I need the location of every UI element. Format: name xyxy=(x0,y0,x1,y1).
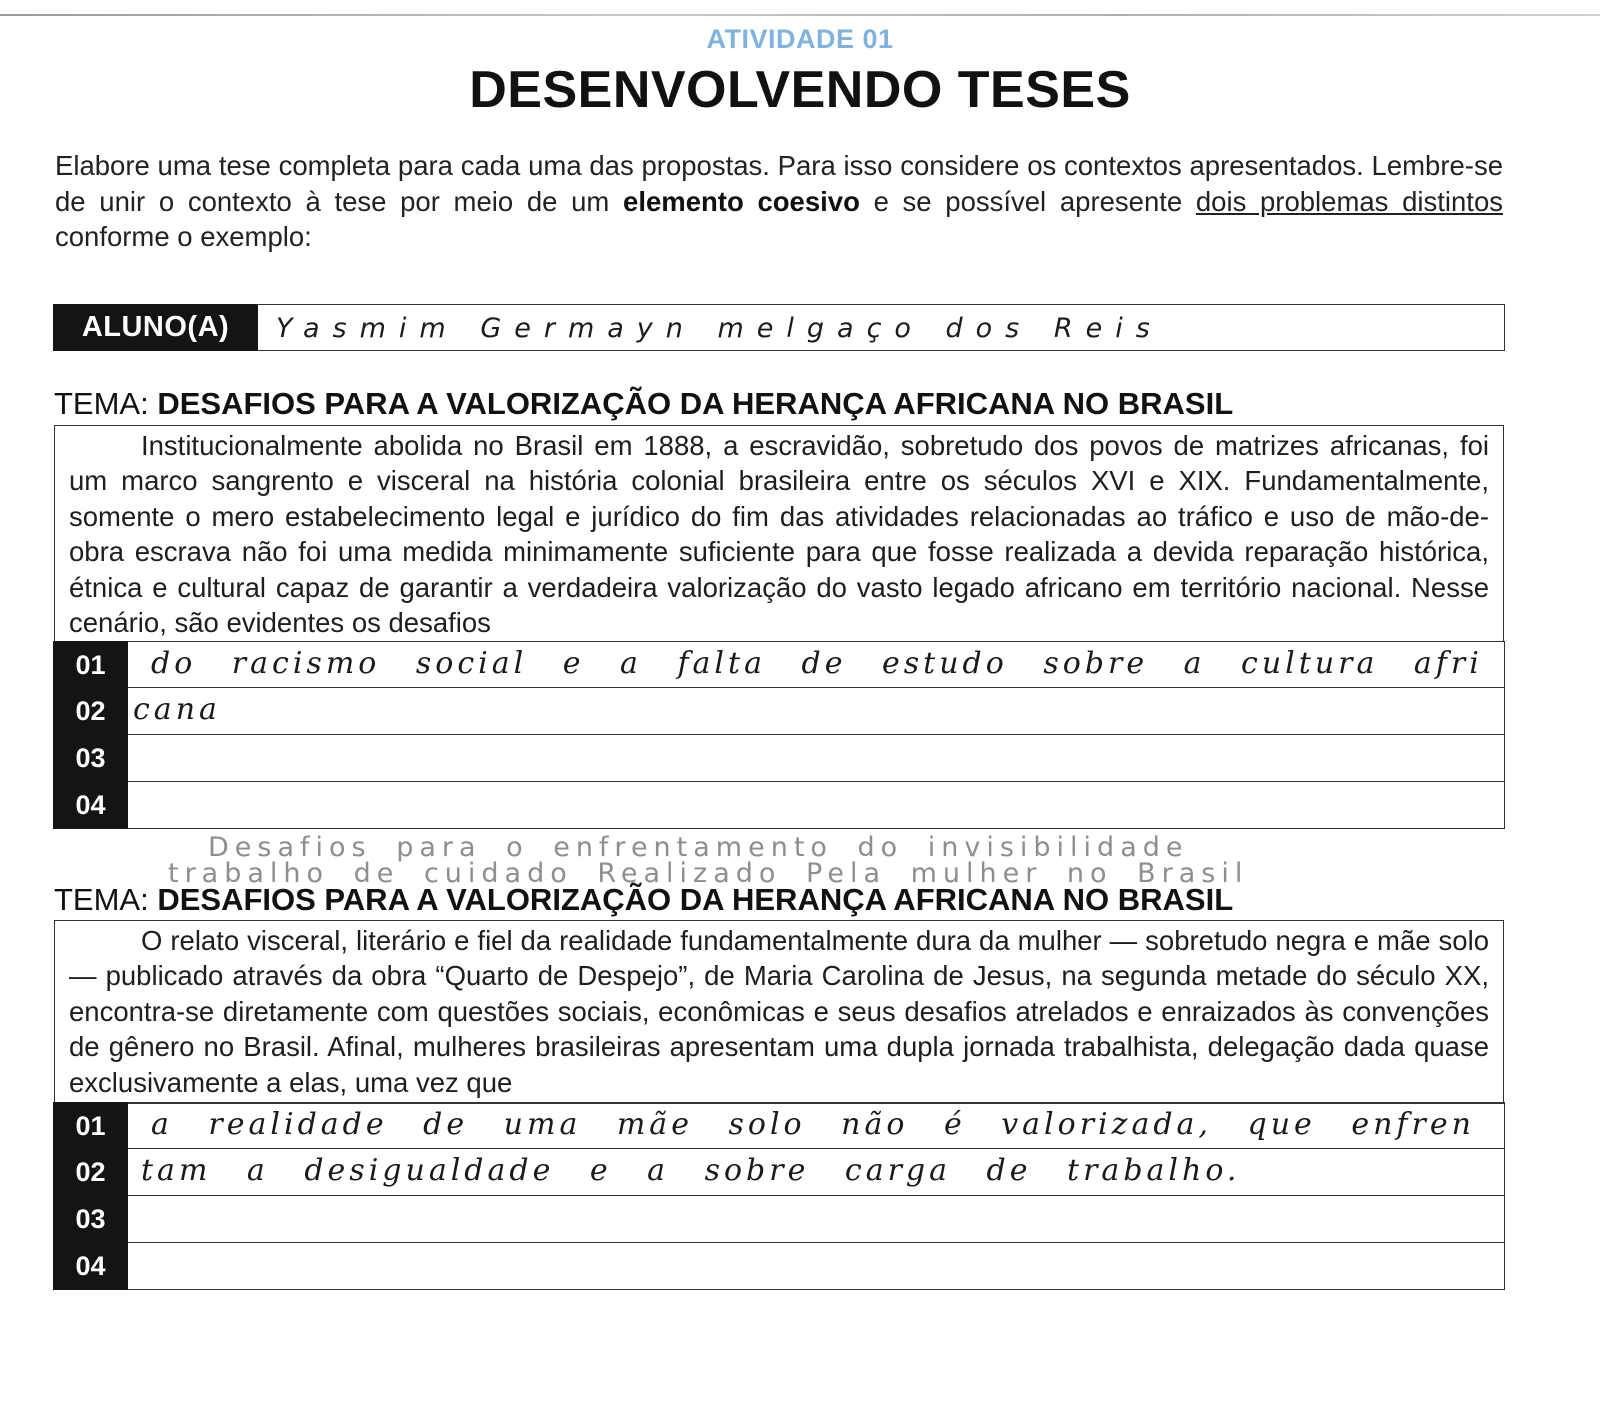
answer-line[interactable] xyxy=(53,735,1505,782)
handwritten-answer: do racismo social e a falta de estudo sobre a cultura afri xyxy=(151,646,1483,681)
activity-label: ATIVIDADE 01 xyxy=(706,24,894,54)
tema-1 xyxy=(54,386,1233,422)
page-title: DESENVOLVENDO TESES xyxy=(469,61,1131,119)
tema-2-label: TEMA: xyxy=(54,882,158,917)
prompt-1: Institucionalmente abolida no Brasil em 1888, a escravidão, sobretudo dos povos de matrizes africanas, foi um marco sangrento e visceral na história colonial brasileira entre os séculos XVI e XIX. Fundamentalmente, somente o mero estabelecimento legal e jurídico do fim das atividades relacionadas ao tráfico e uso de mão-de-obra escrava não foi uma medida minimamente suficiente para que fosse realizada a devida reparação histórica, étnica e cultural capaz de garantir a verdadeira valorização do vasto legado africano em território nacional. Nesse cenário, são evidentes os desafios xyxy=(54,425,1504,642)
line-border xyxy=(1504,1149,1506,1195)
instructions-part3: conforme o exemplo: xyxy=(55,221,312,252)
line-border xyxy=(1504,782,1506,828)
answer-line[interactable] xyxy=(53,782,1505,829)
handwritten-answer: tam a desigualdade e a sobre carga de trabalho. xyxy=(141,1153,1241,1188)
tema-1-label: TEMA: xyxy=(54,386,158,421)
line-border xyxy=(1504,1243,1506,1289)
answer-lines-2 xyxy=(53,1102,1505,1290)
line-number: 03 xyxy=(53,1195,128,1243)
instructions xyxy=(55,148,1503,255)
line-number: 01 xyxy=(53,641,128,689)
answer-line[interactable] xyxy=(53,1196,1505,1243)
line-number: 02 xyxy=(53,1148,128,1196)
tema-2-text: DESAFIOS PARA A VALORIZAÇÃO DA HERANÇA AFRICANA NO BRASIL xyxy=(157,882,1234,917)
line-border xyxy=(1504,1103,1506,1148)
line-border xyxy=(1504,688,1506,734)
line-border xyxy=(1504,1196,1506,1242)
handwritten-answer: cana xyxy=(133,692,221,727)
line-number: 04 xyxy=(53,1242,128,1290)
scan-edge xyxy=(0,14,1600,16)
line-border xyxy=(1504,642,1506,687)
answer-lines-1 xyxy=(53,641,1505,829)
answer-line[interactable] xyxy=(53,1149,1505,1196)
line-number: 04 xyxy=(53,781,128,829)
answer-line[interactable] xyxy=(53,1102,1505,1149)
student-name: Yasmim Germayn melgaço dos Reis xyxy=(276,313,1163,344)
student-name-field[interactable] xyxy=(258,304,1505,351)
answer-line[interactable] xyxy=(53,641,1505,688)
tema-1-text: DESAFIOS PARA A VALORIZAÇÃO DA HERANÇA AFRICANA NO BRASIL xyxy=(157,386,1234,421)
student-row xyxy=(53,304,1505,351)
instructions-part2: e se possível apresente xyxy=(859,185,1196,217)
line-border xyxy=(1504,735,1506,781)
line-number: 02 xyxy=(53,687,128,735)
prompt-2: O relato visceral, literário e fiel da realidade fundamentalmente dura da mulher — sobretudo negra e mãe solo — publicado através da obra “Quarto de Despejo”, de Maria Carolina de Jesus, na segunda metade do século XX, encontra-se diretamente com questões sociais, econômicas e seus desafios atrelados e enraizados às convenções de gênero no Brasil. Afinal, mulheres brasileiras apresentam uma dupla jornada trabalhista, delegação dada quase exclusivamente a elas, uma vez que xyxy=(54,920,1504,1104)
answer-line[interactable] xyxy=(53,688,1505,735)
answer-line[interactable] xyxy=(53,1243,1505,1290)
student-label: ALUNO(A) xyxy=(53,304,258,351)
line-number: 03 xyxy=(53,734,128,782)
pencil-note-line-2: trabalho de cuidado Realizado Pela mulher no Brasil xyxy=(168,858,1249,889)
instructions-bold: elemento coesivo xyxy=(623,185,860,217)
instructions-part1: Elabore uma tese completa para cada uma das propostas. Para isso considere os contextos apresentados. Lembre-se de unir o contexto à tese por meio de um xyxy=(55,150,1503,217)
instructions-underlined: dois problemas distintos xyxy=(1195,185,1503,217)
line-number: 01 xyxy=(53,1102,128,1150)
handwritten-answer: a realidade de uma mãe solo não é valorizada, que enfren xyxy=(151,1107,1475,1142)
tema-2 xyxy=(54,882,1233,918)
pencil-note-line-1: Desafios para o enfrentamento do invisibilidade xyxy=(208,832,1189,863)
